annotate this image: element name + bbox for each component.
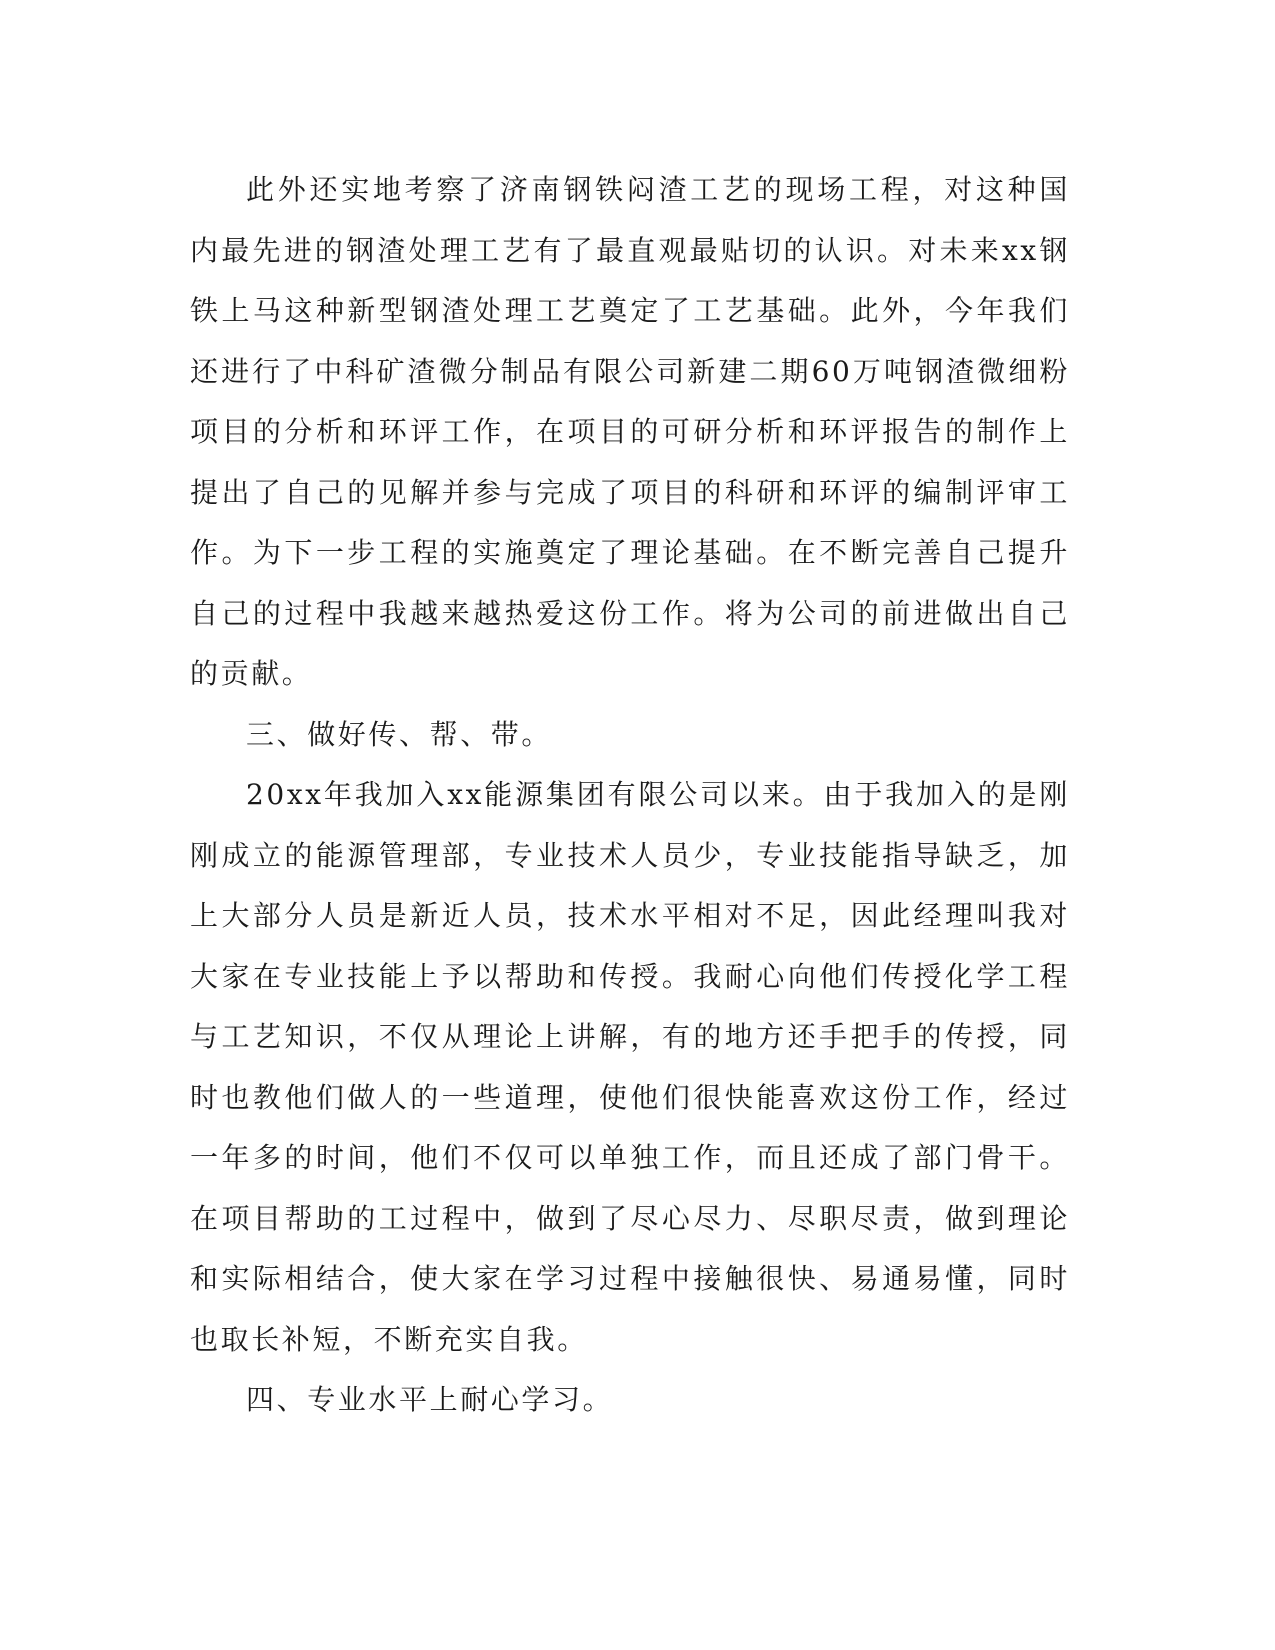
paragraph-mentoring: 20xx年我加入xx能源集团有限公司以来。由于我加入的是刚刚成立的能源管理部，专业技术人员少，专业技能指导缺乏，加上大部分人员是新近人员，技术水平相对不足，因此经理叫我对大家在专业技能上予以帮助和传授。我耐心向他们传授化学工程与工艺知识，不仅从理论上讲解，有的地方还手把手的传授，同时也教他们做人的一些道理，使他们很快能喜欢这份工作，经过一年多的时间，他们不仅可以单独工作，而且还成了部门骨干。在项目帮助的工过程中，做到了尽心尽力、尽职尽责，做到理论和实际相结合，使大家在学习过程中接触很快、易通易懂，同时也取长补短，不断充实自我。 xyxy=(190,778,1070,1356)
section-heading-four: 四、专业水平上耐心学习。 xyxy=(246,1383,614,1416)
section-heading-three: 三、做好传、帮、带。 xyxy=(246,717,553,751)
document-body xyxy=(190,160,1070,1431)
paragraph-site-inspection: 此外还实地考察了济南钢铁闷渣工艺的现场工程，对这种国内最先进的钢渣处理工艺有了最直观最贴切的认识。对未来xx钢铁上马这种新型钢渣处理工艺奠定了工艺基础。此外，今年我们还进行了中科矿渣微分制品有限公司新建二期60万吨钢渣微细粉项目的分析和环评工作，在项目的可研分析和环评报告的制作上提出了自己的见解并参与完成了项目的科研和环评的编制评审工作。为下一步工程的实施奠定了理论基础。在不断完善自己提升自己的过程中我越来越热爱这份工作。将为公司的前进做出自己的贡献。 xyxy=(190,173,1070,690)
